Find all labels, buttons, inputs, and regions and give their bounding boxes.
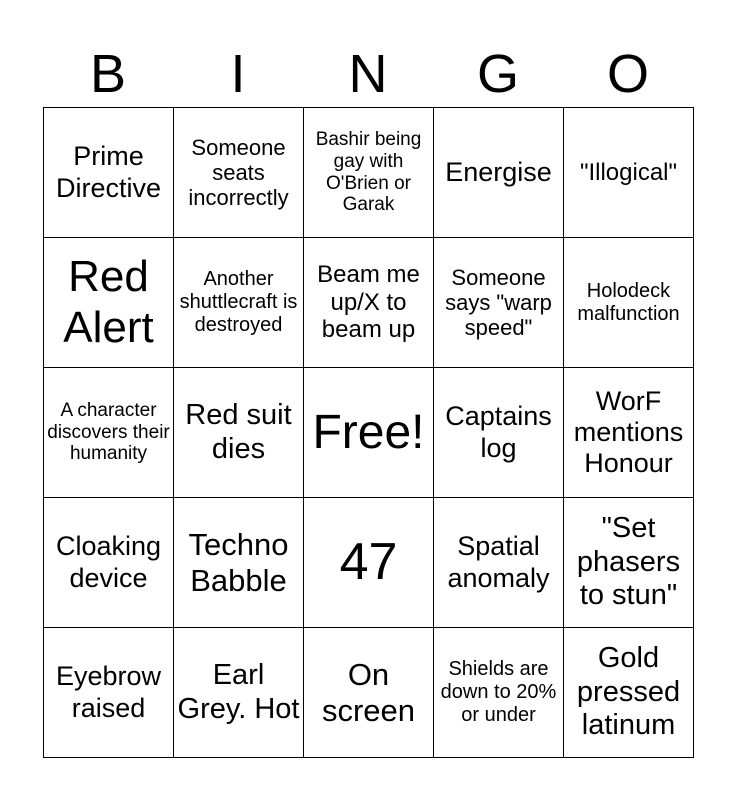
bingo-cell[interactable]: "Set phasers to stun" <box>564 498 694 628</box>
bingo-cell[interactable]: Spatial anomaly <box>434 498 564 628</box>
header-letter-g: G <box>476 44 519 104</box>
bingo-cell[interactable]: Someone seats incorrectly <box>174 108 304 238</box>
bingo-cell[interactable]: Eyebrow raised <box>44 628 174 758</box>
board-row <box>44 368 694 498</box>
header-letter-i: I <box>230 44 246 104</box>
bingo-header <box>43 40 693 108</box>
bingo-cell[interactable]: Prime Directive <box>44 108 174 238</box>
bingo-cell[interactable]: Someone says "warp speed" <box>434 238 564 368</box>
bingo-cell[interactable]: On screen <box>304 628 434 758</box>
bingo-cell[interactable]: Beam me up/X to beam up <box>304 238 434 368</box>
bingo-cell[interactable]: Earl Grey. Hot <box>174 628 304 758</box>
bingo-cell[interactable]: Techno Babble <box>174 498 304 628</box>
bingo-cell[interactable]: Holodeck malfunction <box>564 238 694 368</box>
free-space-cell[interactable]: Free! <box>304 368 434 498</box>
bingo-cell[interactable]: Shields are down to 20% or under <box>434 628 564 758</box>
bingo-cell[interactable]: Another shuttlecraft is destroyed <box>174 238 304 368</box>
bingo-board <box>43 107 694 758</box>
board-row <box>44 238 694 368</box>
bingo-cell[interactable]: Gold pressed latinum <box>564 628 694 758</box>
bingo-cell[interactable]: "Illogical" <box>564 108 694 238</box>
bingo-cell[interactable]: 47 <box>304 498 434 628</box>
bingo-cell[interactable]: WorF mentions Honour <box>564 368 694 498</box>
bingo-cell[interactable]: Red Alert <box>44 238 174 368</box>
board-row <box>44 628 694 758</box>
bingo-cell[interactable]: Bashir being gay with O'Brien or Garak <box>304 108 434 238</box>
header-letter-n: N <box>348 44 388 104</box>
bingo-cell[interactable]: Red suit dies <box>174 368 304 498</box>
bingo-cell[interactable]: A character discovers their humanity <box>44 368 174 498</box>
bingo-cell[interactable]: Energise <box>434 108 564 238</box>
header-letter-o: O <box>606 44 649 104</box>
board-row <box>44 498 694 628</box>
board-row <box>44 108 694 238</box>
bingo-cell[interactable]: Cloaking device <box>44 498 174 628</box>
header-letter-b: B <box>89 44 127 104</box>
bingo-cell[interactable]: Captains log <box>434 368 564 498</box>
